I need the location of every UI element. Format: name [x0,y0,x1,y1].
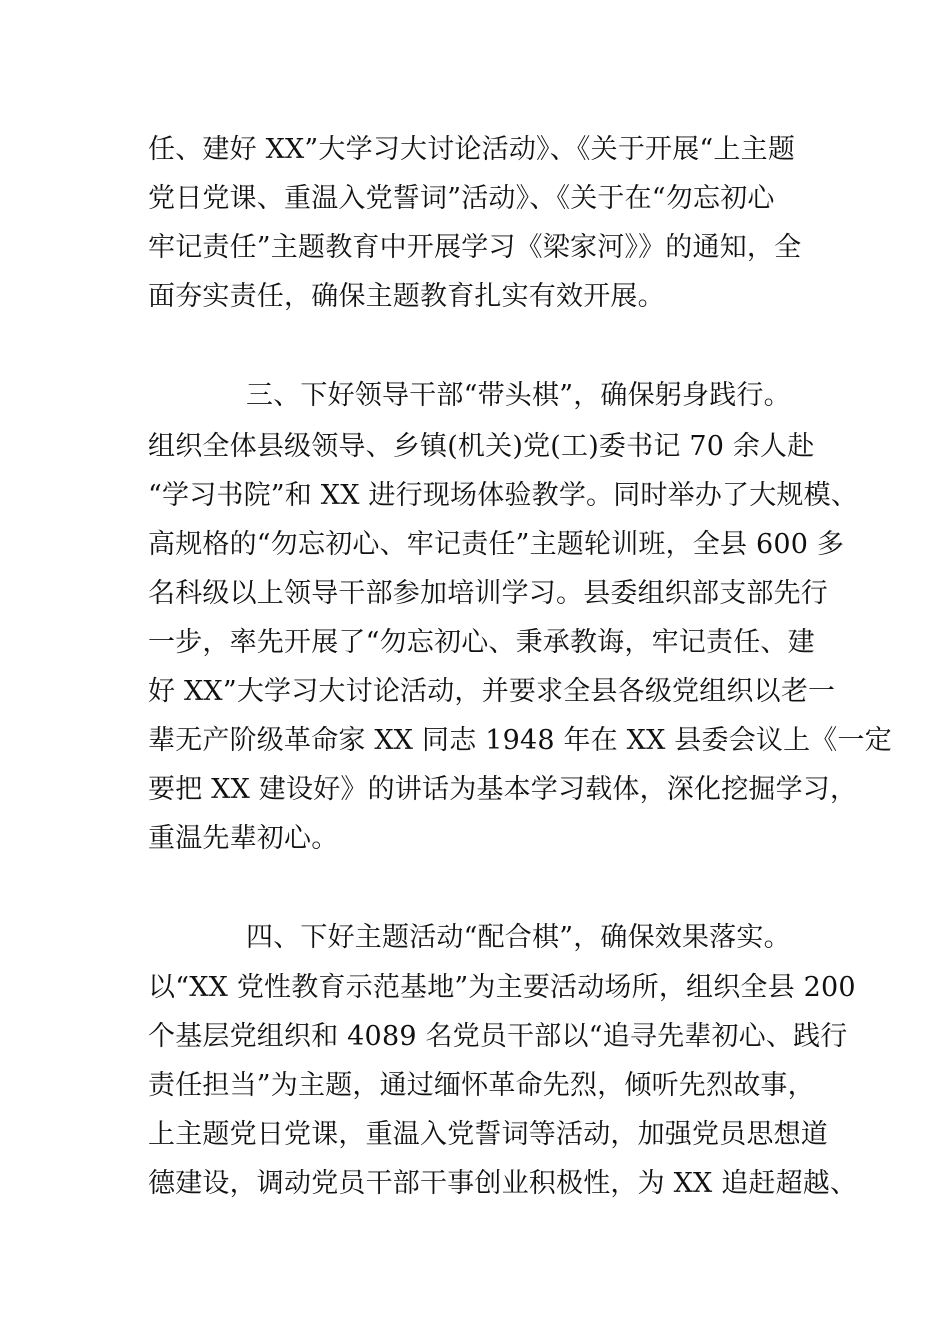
paragraph-line: 好 XX”大学习大讨论活动，并要求全县各级党组织以老一 [148,676,836,707]
paragraph-line: 组织全体县级领导、乡镇(机关)党(工)委书记 70 余人赴 [148,431,815,462]
paragraph-line: “学习书院”和 XX 进行现场体验教学。同时举办了大规模、 [148,480,859,511]
paragraph-line: 面夯实责任，确保主题教育扎实有效开展。 [148,281,665,312]
section-heading-line: 三、下好领导干部“带头棋”，确保躬身践行。 [246,380,791,411]
paragraph-line: 任、建好 XX”大学习大讨论活动》、《关于开展“上主题 [148,134,796,165]
paragraph-line: 责任担当”为主题，通过缅怀革命先烈，倾听先烈故事， [148,1070,815,1101]
paragraph-line: 个基层党组织和 4089 名党员干部以“追寻先辈初心、践行 [148,1021,848,1052]
paragraph-line: 辈无产阶级革命家 XX 同志 1948 年在 XX 县委会议上《一定 [148,725,892,756]
paragraph-line: 一步，率先开展了“勿忘初心、秉承教诲，牢记责任、建 [148,627,815,658]
paragraph-line: 党日党课、重温入党誓词”活动》、《关于在“勿忘初心 [148,183,775,214]
section-heading-line: 四、下好主题活动“配合棋”，确保效果落实。 [246,922,791,953]
paragraph-line: 名科级以上领导干部参加培训学习。县委组织部支部先行 [148,578,828,609]
paragraph-line: 高规格的“勿忘初心、牢记责任”主题轮训班，全县 600 多 [148,529,845,560]
paragraph-line: 要把 XX 建设好》的讲话为基本学习载体，深化挖掘学习， [148,774,858,805]
paragraph-line: 重温先辈初心。 [148,823,339,854]
paragraph-line: 以“XX 党性教育示范基地”为主要活动场所，组织全县 200 [148,972,856,1003]
paragraph-line: 上主题党日党课，重温入党誓词等活动，加强党员思想道 [148,1119,828,1150]
paragraph-line: 牢记责任”主题教育中开展学习《梁家河》》的通知，全 [148,232,802,263]
paragraph-line: 德建设，调动党员干部干事创业积极性，为 XX 追赶超越、 [148,1168,858,1199]
